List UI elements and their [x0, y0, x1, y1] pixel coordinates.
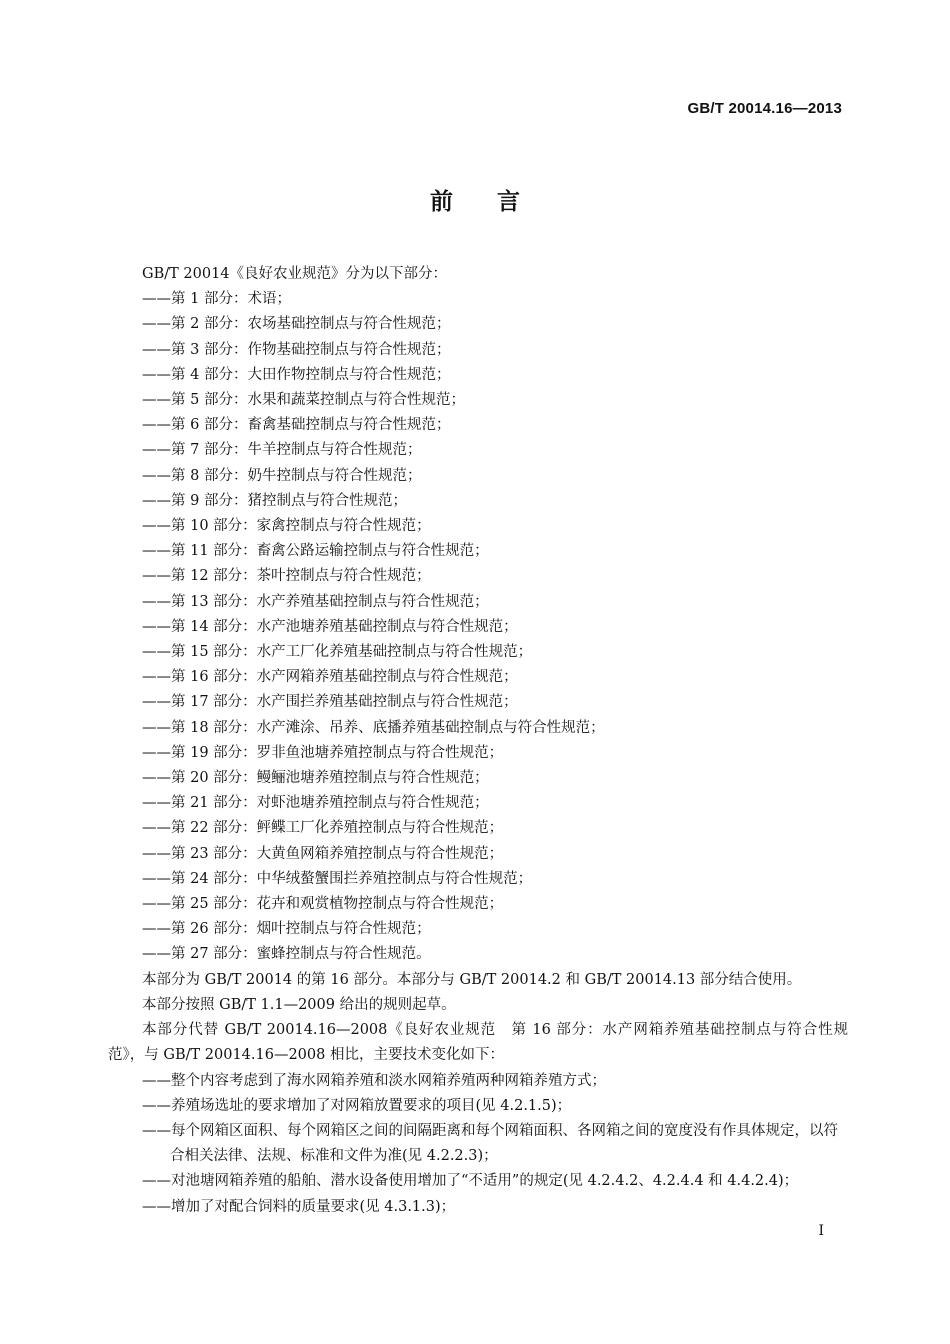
list-item: ——第 11 部分：畜禽公路运输控制点与符合性规范；	[142, 543, 489, 560]
list-item: ——第 22 部分：鲆鲽工厂化养殖控制点与符合性规范；	[142, 820, 504, 837]
list-item: ——第 27 部分：蜜蜂控制点与符合性规范。	[142, 946, 431, 963]
list-item: ——第 23 部分：大黄鱼网箱养殖控制点与符合性规范；	[142, 845, 504, 862]
list-item: ——第 7 部分：牛羊控制点与符合性规范；	[142, 442, 422, 459]
document-body	[108, 262, 848, 1220]
intro-line: GB/T 20014《良好农业规范》分为以下部分：	[142, 266, 448, 282]
list-item: ——第 8 部分：奶牛控制点与符合性规范；	[142, 467, 422, 484]
list-item: ——第 2 部分：农场基础控制点与符合性规范；	[142, 316, 451, 333]
list-item: ——第 4 部分：大田作物控制点与符合性规范；	[142, 366, 451, 383]
changes-list	[108, 1069, 848, 1220]
list-item: ——第 26 部分：烟叶控制点与符合性规范；	[142, 921, 431, 938]
list-item: ——第 5 部分：水果和蔬菜控制点与符合性规范；	[142, 392, 465, 409]
list-item: ——第 15 部分：水产工厂化养殖基础控制点与符合性规范；	[142, 644, 533, 661]
list-item: ——第 3 部分：作物基础控制点与符合性规范；	[142, 341, 451, 358]
list-item: ——第 20 部分：鳗鲡池塘养殖控制点与符合性规范；	[142, 770, 489, 787]
list-item: ——第 9 部分：猪控制点与符合性规范；	[142, 492, 407, 509]
scope-paragraph: 本部分为 GB/T 20014 的第 16 部分。本部分与 GB/T 20014.2 和 GB/T 20014.13 部分结合使用。	[142, 971, 802, 988]
list-item: ——第 1 部分：术语；	[142, 291, 291, 308]
drafting-paragraph: 本部分按照 GB/T 1.1—2009 给出的规则起草。	[142, 996, 456, 1013]
list-item: ——每个网箱区面积、每个网箱区之间的间隔距离和每个网箱面积、各网箱之间的宽度没有作具体规定，以符合相关法律、法规、标准和文件为准(见 4.2.2.3)；	[142, 1122, 838, 1165]
list-item: ——养殖场选址的要求增加了对网箱放置要求的项目(见 4.2.1.5)；	[142, 1097, 572, 1114]
list-item: ——第 13 部分：水产养殖基础控制点与符合性规范；	[142, 593, 489, 610]
list-item: ——第 16 部分：水产网箱养殖基础控制点与符合性规范；	[142, 669, 518, 686]
list-item: ——第 19 部分：罗非鱼池塘养殖控制点与符合性规范；	[142, 744, 504, 761]
list-item: ——整个内容考虑到了海水网箱养殖和淡水网箱养殖两种网箱养殖方式；	[142, 1072, 606, 1089]
list-item: ——增加了对配合饲料的质量要求(见 4.3.1.3)；	[142, 1198, 456, 1215]
list-item: ——第 25 部分：花卉和观赏植物控制点与符合性规范；	[142, 896, 504, 913]
list-item: ——第 18 部分：水产滩涂、吊养、底播养殖基础控制点与符合性规范；	[142, 719, 605, 736]
page-title: 前言	[430, 189, 564, 215]
list-item: ——第 24 部分：中华绒螯蟹围拦养殖控制点与符合性规范；	[142, 870, 533, 887]
standard-code: GB/T 20014.16—2013	[687, 100, 842, 117]
page-number: I	[818, 1223, 824, 1239]
list-item: ——第 17 部分：水产围拦养殖基础控制点与符合性规范；	[142, 694, 518, 711]
list-item: ——对池塘网箱养殖的船舶、潜水设备使用增加了“不适用”的规定(见 4.2.4.2、4.2.4.4 和 4.4.2.4)；	[142, 1173, 799, 1190]
list-item: ——第 12 部分：茶叶控制点与符合性规范；	[142, 568, 431, 585]
list-item: ——第 10 部分：家禽控制点与符合性规范；	[142, 518, 431, 535]
list-item: ——第 21 部分：对虾池塘养殖控制点与符合性规范；	[142, 795, 489, 812]
list-item: ——第 6 部分：畜禽基础控制点与符合性规范；	[142, 417, 451, 434]
replacement-paragraph: 本部分代替 GB/T 20014.16—2008《良好农业规范 第 16 部分：水产网箱养殖基础控制点与符合性规范》，与 GB/T 20014.16—2008 相比，主要技术变化如下：	[108, 1022, 848, 1064]
list-item: ——第 14 部分：水产池塘养殖基础控制点与符合性规范；	[142, 618, 518, 635]
parts-list	[108, 287, 848, 967]
